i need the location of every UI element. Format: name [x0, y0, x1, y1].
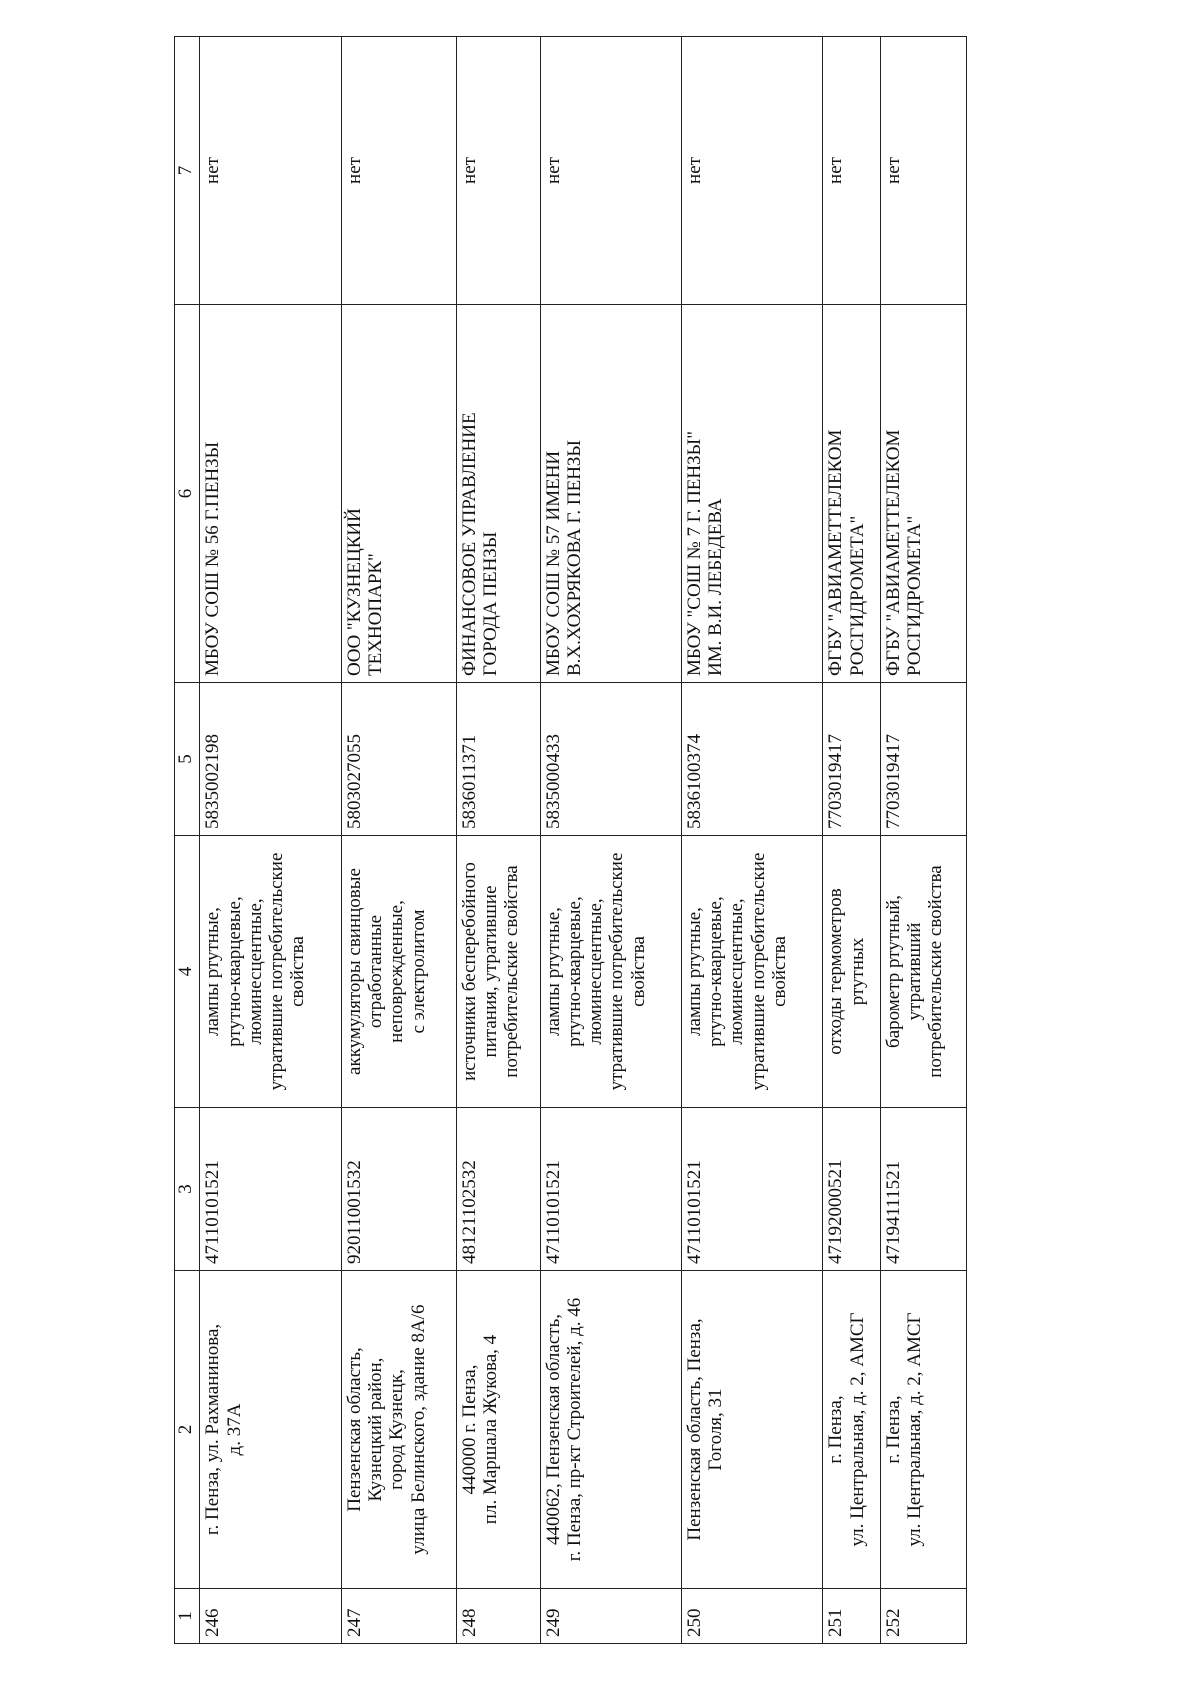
waste-name-cell: источники бесперебойного питания, утратившие потребительские свойства — [458, 862, 523, 1081]
inn-cell: 5835000433 — [540, 683, 681, 836]
inn-cell: 7703019417 — [880, 683, 966, 836]
organization-cell: МБОУ СОШ № 57 ИМЕНИ В.Х.ХОХРЯКОВА Г. ПЕНЗЫ — [542, 440, 585, 676]
organization-cell: МБОУ "СОШ № 7 Г. ПЕНЗЫ" ИМ. В.И. ЛЕБЕДЕВА — [683, 431, 727, 676]
organization-cell: ФГБУ "АВИАМЕТТЕЛЕКОМ РОСГИДРОМЕТА" — [825, 429, 868, 676]
waste-code-cell: 47110101521 — [540, 1108, 681, 1271]
inn-cell: 5835002198 — [200, 683, 341, 836]
waste-name-cell: барометр ртутный, утративший потребительские свойства — [882, 865, 947, 1078]
rotated-page — [174, 37, 967, 1644]
column-number-row — [175, 37, 200, 1644]
inn-cell: 5803027055 — [341, 683, 456, 836]
inn-cell: 5836100374 — [681, 683, 822, 836]
column-number: 5 — [175, 683, 200, 836]
table-row — [823, 37, 880, 1644]
address-cell: г. Пенза, ул. Центральная, д. 2, АМСГ — [882, 1312, 926, 1547]
flag-cell: нет — [880, 37, 966, 305]
row-number: 247 — [341, 1589, 456, 1644]
row-number: 252 — [880, 1589, 966, 1644]
address-cell: г. Пенза, ул. Центральная, д. 2, АМСГ — [825, 1312, 868, 1547]
flag-cell: нет — [341, 37, 456, 305]
flag-cell: нет — [200, 37, 341, 305]
waste-code-cell: 92011001532 — [341, 1108, 456, 1271]
row-number: 248 — [456, 1589, 540, 1644]
column-number: 3 — [175, 1108, 200, 1271]
waste-code-cell: 47194111521 — [880, 1108, 966, 1271]
address-cell: 440000 г. Пенза, пл. Маршала Жукова, 4 — [458, 1334, 501, 1525]
organization-cell: ФИНАНСОВОЕ УПРАВЛЕНИЕ ГОРОДА ПЕНЗЫ — [458, 412, 501, 676]
inn-cell: 7703019417 — [823, 683, 880, 836]
column-number: 6 — [175, 305, 200, 683]
row-number: 246 — [200, 1589, 341, 1644]
address-cell: Пензенская область, Кузнецкий район, город Кузнецк, улица Белинского, здание 8А/6 — [343, 1304, 429, 1555]
address-cell: 440062, Пензенская область, г. Пенза, пр-кт Строителей, д. 46 — [542, 1297, 585, 1562]
waste-code-cell: 47192000521 — [823, 1108, 880, 1271]
column-number: 4 — [175, 836, 200, 1108]
column-number: 2 — [175, 1271, 200, 1589]
organization-cell: ФГБУ "АВИАМЕТТЕЛЕКОМ РОСГИДРОМЕТА" — [882, 429, 926, 676]
table-row — [200, 37, 341, 1644]
flag-cell: нет — [681, 37, 822, 305]
table-row — [341, 37, 456, 1644]
waste-name-cell: лампы ртутные, ртутно-кварцевые, люминесцентные, утратившие потребительские свойства — [542, 852, 649, 1091]
waste-name-cell: отходы термометров ртутных — [825, 888, 868, 1055]
address-cell: г. Пенза, ул. Рахманинова, д. 37А — [202, 1323, 245, 1536]
address-cell: Пензенская область, Пенза, Гоголя, 31 — [683, 1318, 727, 1541]
column-number: 7 — [175, 37, 200, 305]
organization-cell: ООО "КУЗНЕЦКИЙ ТЕХНОПАРК" — [343, 508, 387, 676]
waste-code-cell: 48121102532 — [456, 1108, 540, 1271]
row-number: 251 — [823, 1589, 880, 1644]
waste-code-cell: 47110101521 — [200, 1108, 341, 1271]
waste-name-cell: лампы ртутные, ртутно-кварцевые, люминесцентные, утратившие потребительские свойства — [683, 852, 791, 1091]
inn-cell: 5836011371 — [456, 683, 540, 836]
table-row — [456, 37, 540, 1644]
table-row — [681, 37, 822, 1644]
row-number: 250 — [681, 1589, 822, 1644]
row-number: 249 — [540, 1589, 681, 1644]
organization-cell: МБОУ СОШ № 56 Г.ПЕНЗЫ — [202, 441, 224, 676]
waste-code-cell: 47110101521 — [681, 1108, 822, 1271]
waste-name-cell: аккумуляторы свинцовые отработанные неповрежденные, с электролитом — [343, 868, 429, 1075]
flag-cell: нет — [540, 37, 681, 305]
waste-registry-table — [174, 36, 967, 1644]
column-number: 1 — [175, 1589, 200, 1644]
table-row — [540, 37, 681, 1644]
table-row — [880, 37, 966, 1644]
flag-cell: нет — [823, 37, 880, 305]
flag-cell: нет — [456, 37, 540, 305]
waste-name-cell: лампы ртутные, ртутно-кварцевые, люминесцентные, утратившие потребительские свойства — [202, 852, 309, 1091]
